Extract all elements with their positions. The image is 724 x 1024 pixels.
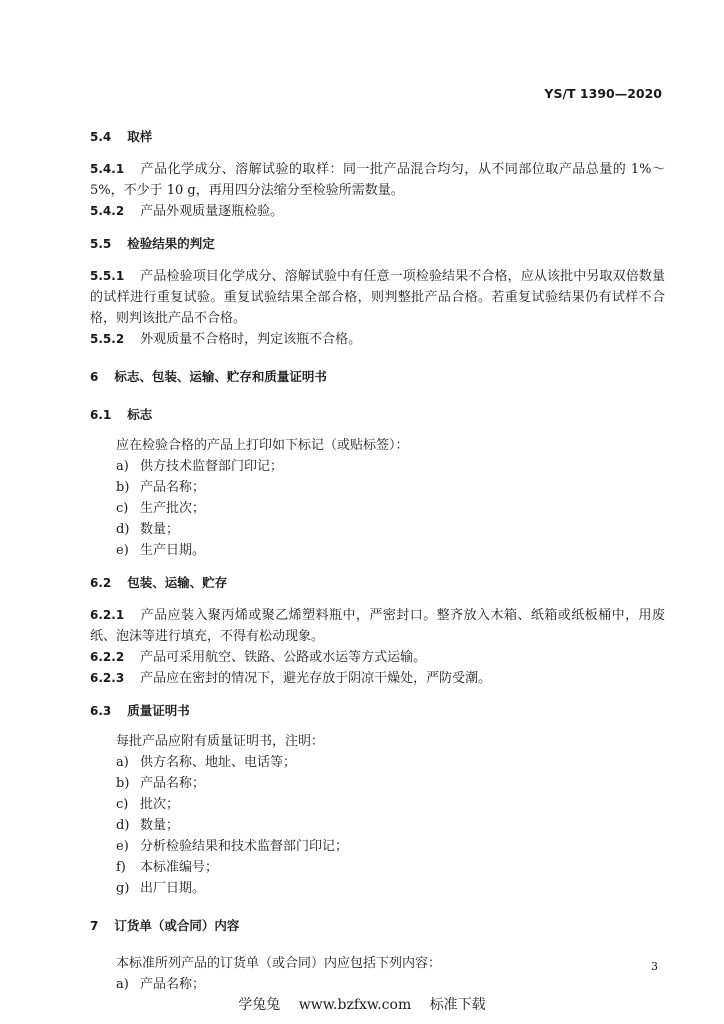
heading-text: 质量证明书 bbox=[127, 703, 190, 718]
paragraph-7-intro: 本标准所列产品的订货单（或合同）内应包括下列内容： bbox=[116, 956, 442, 971]
heading-6 bbox=[90, 366, 665, 388]
footer-site-name: 学兔兔 bbox=[238, 997, 281, 1013]
heading-number: 5.5 bbox=[90, 237, 112, 251]
heading-5-4 bbox=[90, 126, 665, 148]
clause-text: 产品应装入聚丙烯或聚乙烯塑料瓶中，严密封口。整齐放入木箱、纸箱或纸板桶中，用废纸、泡沫等进行填充，不得有松动现象。 bbox=[90, 608, 665, 644]
heading-text: 取样 bbox=[127, 129, 153, 144]
footer-slogan: 标准下载 bbox=[429, 997, 486, 1013]
heading-text: 标志、包装、运输、贮存和质量证明书 bbox=[114, 369, 327, 384]
list-item: d) 数量； bbox=[116, 818, 180, 833]
list-item: c) 批次； bbox=[116, 797, 180, 812]
clause-5-4-2 bbox=[90, 201, 665, 222]
footer-url[interactable]: www.bzfxw.com bbox=[298, 997, 412, 1013]
list-item: c) 生产批次； bbox=[116, 501, 206, 516]
heading-6-2 bbox=[90, 572, 665, 594]
clause-text: 产品可采用航空、铁路、公路或水运等方式运输。 bbox=[140, 650, 427, 665]
paragraph-6-3-intro: 每批产品应附有质量证明书，注明： bbox=[116, 734, 325, 749]
document-body bbox=[90, 126, 665, 995]
heading-6-1 bbox=[90, 404, 665, 426]
list-item: b) 产品名称； bbox=[116, 480, 206, 495]
heading-number: 5.4 bbox=[90, 130, 112, 144]
list-item: e) 生产日期。 bbox=[116, 543, 206, 558]
clause-text: 产品外观质量逐瓶检验。 bbox=[140, 204, 284, 219]
list-item: a) 供方技术监督部门印记； bbox=[116, 459, 284, 474]
clause-number: 5.4.1 bbox=[90, 162, 125, 176]
clause-6-2-2 bbox=[90, 647, 665, 668]
clause-6-2-1 bbox=[90, 605, 665, 647]
heading-number: 7 bbox=[90, 919, 99, 933]
list-item: d) 数量； bbox=[116, 522, 180, 537]
clause-5-5-2 bbox=[90, 329, 665, 350]
clause-number: 6.2.1 bbox=[90, 608, 125, 622]
clause-text: 外观质量不合格时，判定该瓶不合格。 bbox=[140, 332, 362, 347]
clause-number: 6.2.2 bbox=[90, 650, 125, 664]
clause-number: 5.4.2 bbox=[90, 204, 125, 218]
heading-number: 6.2 bbox=[90, 576, 112, 590]
list-item: e) 分析检验结果和技术监督部门印记； bbox=[116, 839, 349, 854]
heading-5-5 bbox=[90, 233, 665, 255]
heading-number: 6.1 bbox=[90, 408, 112, 422]
list-item: g) 出厂日期。 bbox=[116, 881, 206, 896]
heading-text: 检验结果的判定 bbox=[127, 236, 215, 251]
heading-text: 订货单（或合同）内容 bbox=[114, 918, 240, 933]
clause-5-4-1 bbox=[90, 159, 665, 201]
heading-text: 标志 bbox=[127, 407, 153, 422]
clause-5-5-1 bbox=[90, 266, 665, 329]
heading-number: 6.3 bbox=[90, 704, 112, 718]
clause-text: 产品应在密封的情况下，避光存放于阴凉干燥处，严防受潮。 bbox=[140, 671, 492, 686]
heading-6-3 bbox=[90, 700, 665, 722]
clause-number: 6.2.3 bbox=[90, 671, 125, 685]
list-item: f) 本标准编号； bbox=[116, 860, 219, 875]
clause-number: 5.5.1 bbox=[90, 269, 125, 283]
page-number: 3 bbox=[651, 960, 658, 973]
watermark-footer bbox=[0, 994, 724, 1014]
list-item: a) 产品名称； bbox=[116, 977, 206, 992]
heading-text: 包装、运输、贮存 bbox=[127, 575, 228, 590]
list-item: b) 产品名称； bbox=[116, 776, 206, 791]
clause-text: 产品化学成分、溶解试验的取样：同一批产品混合均匀，从不同部位取产品总量的 1%～5%，不少于 10 g，再用四分法缩分至检验所需数量。 bbox=[90, 162, 665, 198]
clause-number: 5.5.2 bbox=[90, 332, 125, 346]
standard-code: YS/T 1390—2020 bbox=[544, 86, 662, 101]
heading-number: 6 bbox=[90, 370, 99, 384]
list-item: a) 供方名称、地址、电话等； bbox=[116, 755, 297, 770]
heading-7 bbox=[90, 915, 665, 937]
paragraph-6-1-intro: 应在检验合格的产品上打印如下标记（或贴标签）： bbox=[116, 438, 409, 453]
clause-6-2-3 bbox=[90, 668, 665, 689]
clause-text: 产品检验项目化学成分、溶解试验中有任意一项检验结果不合格，应从该批中另取双倍数量的试样进行重复试验。重复试验结果全部合格，则判整批产品合格。若重复试验结果仍有试样不合格，则判该批产品不合格。 bbox=[90, 269, 665, 326]
